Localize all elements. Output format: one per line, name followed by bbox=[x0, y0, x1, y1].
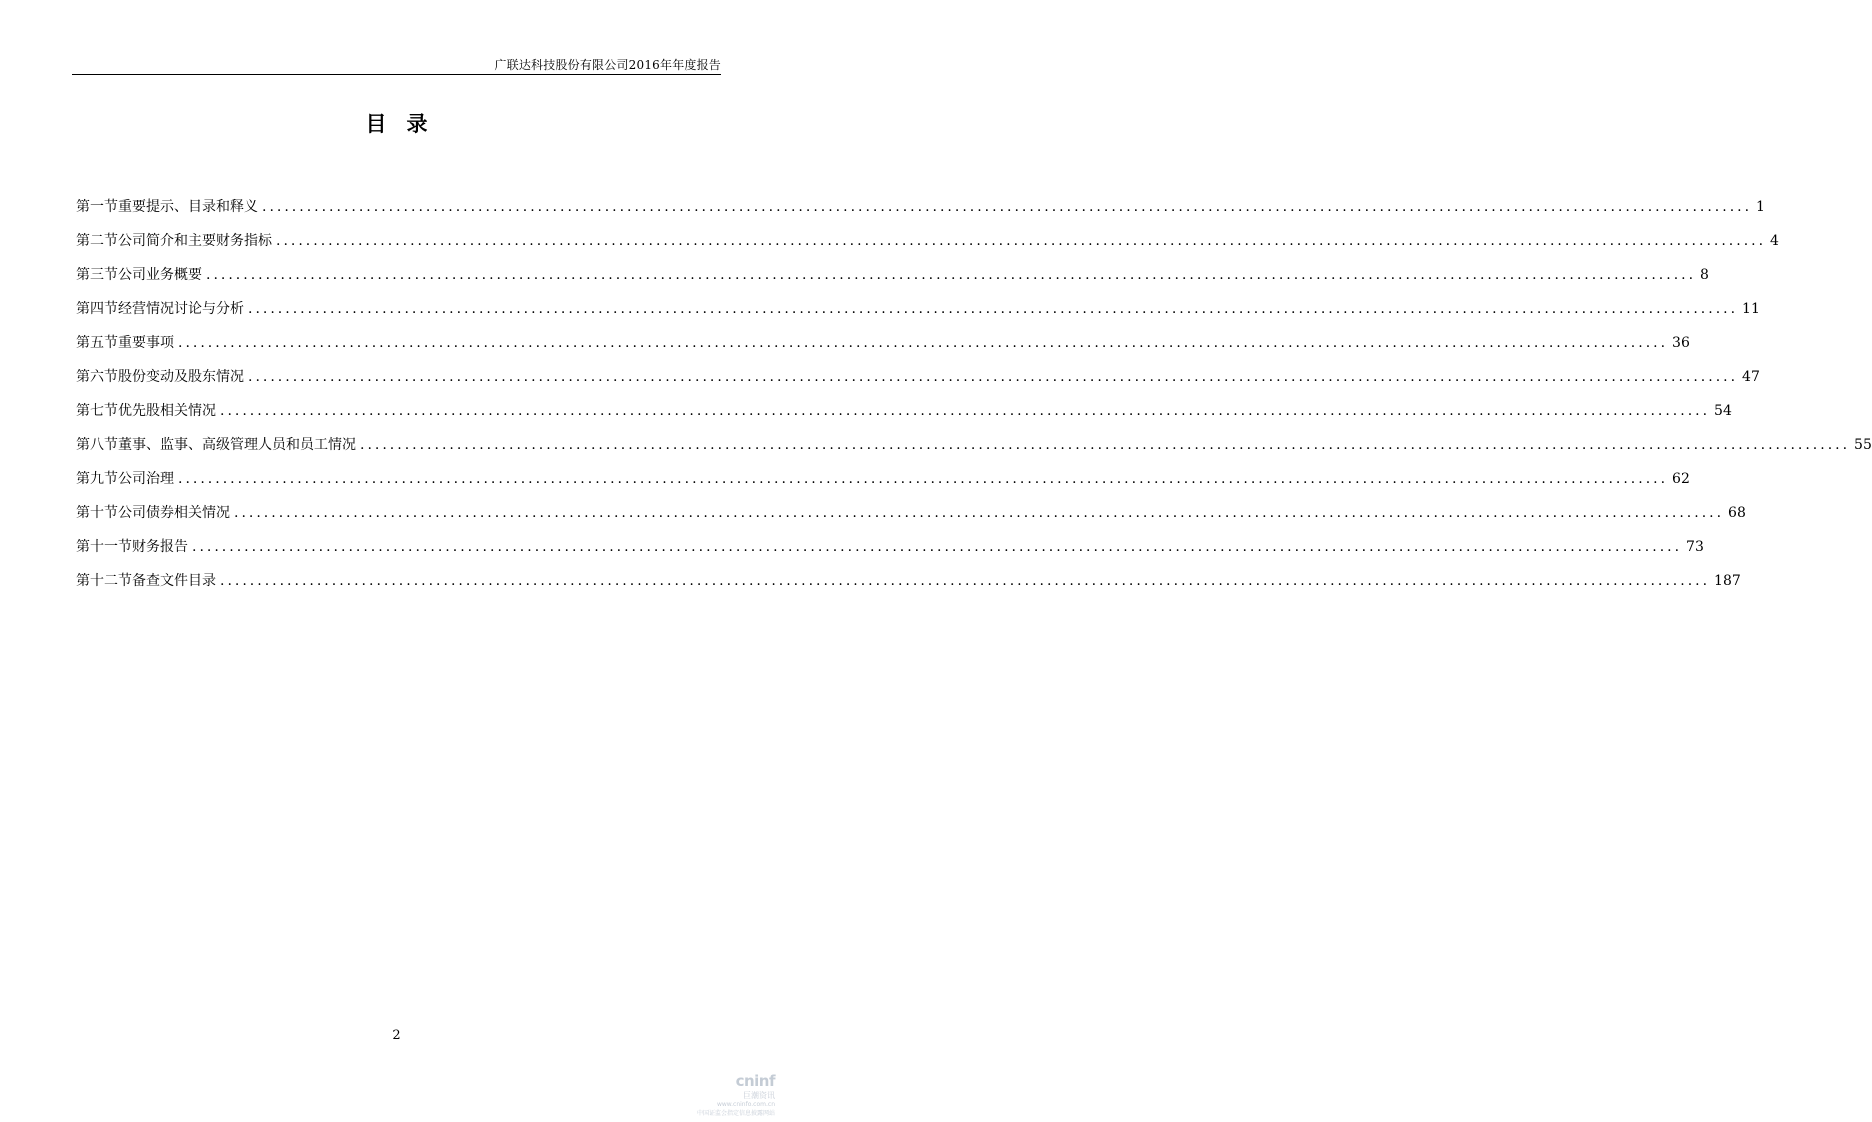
toc-section-title: 公司业务概要 bbox=[118, 267, 202, 283]
toc-leader-dots: ........................................................................................................................................................................................................ bbox=[192, 539, 1683, 555]
page-title: 目录 bbox=[365, 111, 448, 136]
toc-leader-dots: ........................................................................................................................................................................................................ bbox=[206, 267, 1697, 283]
toc-entry[interactable] bbox=[76, 264, 1709, 298]
toc-leader-dots: ........................................................................................................................................................................................................ bbox=[220, 403, 1711, 419]
toc-entry[interactable] bbox=[76, 434, 1872, 468]
toc-section-number: 第九节 bbox=[76, 471, 118, 487]
toc-entry[interactable] bbox=[76, 468, 1690, 502]
header-text: 广联达科技股份有限公司2016年年度报告 bbox=[494, 58, 721, 72]
toc-leader-dots: ........................................................................................................................................................................................................ bbox=[248, 301, 1739, 317]
toc-section-number: 第十一节 bbox=[76, 539, 132, 555]
toc-entry[interactable] bbox=[76, 570, 1741, 604]
watermark-logo: cninf bbox=[735, 1072, 775, 1090]
toc-entry[interactable] bbox=[76, 366, 1760, 400]
toc-page-number: 4 bbox=[1770, 233, 1779, 249]
toc-section-number: 第十二节 bbox=[76, 573, 132, 589]
toc-page-number: 36 bbox=[1672, 335, 1690, 351]
toc-section-number: 第五节 bbox=[76, 335, 118, 351]
toc-section-title: 董事、监事、高级管理人员和员工情况 bbox=[118, 437, 356, 453]
toc-page-number: 8 bbox=[1700, 267, 1709, 283]
toc-section-title: 重要提示、目录和释义 bbox=[118, 199, 258, 215]
toc-page-number: 54 bbox=[1714, 403, 1732, 419]
toc-section-number: 第二节 bbox=[76, 233, 118, 249]
toc-section-number: 第十节 bbox=[76, 505, 118, 521]
toc-section-number: 第六节 bbox=[76, 369, 118, 385]
toc-leader-dots: ........................................................................................................................................................................................................ bbox=[248, 369, 1739, 385]
toc-entry[interactable] bbox=[76, 400, 1732, 434]
toc-page-number: 187 bbox=[1714, 573, 1741, 589]
watermark-url: www.cninfo.com.cn bbox=[716, 1101, 775, 1108]
watermark-line: 中国证监会指定信息披露网站 bbox=[696, 1110, 775, 1117]
page-number: 2 bbox=[392, 1028, 401, 1043]
toc-leader-dots: ........................................................................................................................................................................................................ bbox=[262, 199, 1753, 215]
toc-section-number: 第四节 bbox=[76, 301, 118, 317]
toc-leader-dots: ........................................................................................................................................................................................................ bbox=[276, 233, 1767, 249]
toc-section-title: 股份变动及股东情况 bbox=[118, 369, 244, 385]
toc-page-number: 1 bbox=[1756, 199, 1765, 215]
toc-entry[interactable] bbox=[76, 332, 1690, 366]
toc-section-title: 公司治理 bbox=[118, 471, 174, 487]
toc-section-number: 第一节 bbox=[76, 199, 118, 215]
toc-page-number: 68 bbox=[1728, 505, 1746, 521]
toc-entry[interactable] bbox=[76, 298, 1760, 332]
toc-page-number: 47 bbox=[1742, 369, 1760, 385]
toc-section-title: 备查文件目录 bbox=[132, 573, 216, 589]
toc-leader-dots: ........................................................................................................................................................................................................ bbox=[220, 573, 1711, 589]
toc-leader-dots: ........................................................................................................................................................................................................ bbox=[234, 505, 1725, 521]
toc-section-number: 第七节 bbox=[76, 403, 118, 419]
toc-section-title: 优先股相关情况 bbox=[118, 403, 216, 419]
toc-section-title: 经营情况讨论与分析 bbox=[118, 301, 244, 317]
toc-section-number: 第八节 bbox=[76, 437, 118, 453]
toc-page-number: 73 bbox=[1686, 539, 1704, 555]
toc-page-number: 62 bbox=[1672, 471, 1690, 487]
toc-section-title: 重要事项 bbox=[118, 335, 174, 351]
toc-entry[interactable] bbox=[76, 502, 1746, 536]
toc-entry[interactable] bbox=[76, 196, 1765, 230]
toc-entry[interactable] bbox=[76, 536, 1704, 570]
toc-section-title: 公司简介和主要财务指标 bbox=[118, 233, 272, 249]
toc-page-number: 11 bbox=[1742, 301, 1760, 317]
toc-leader-dots: ........................................................................................................................................................................................................ bbox=[178, 335, 1669, 351]
toc-section-number: 第三节 bbox=[76, 267, 118, 283]
toc-leader-dots: ........................................................................................................................................................................................................ bbox=[178, 471, 1669, 487]
page-header bbox=[72, 50, 721, 75]
table-of-contents bbox=[76, 196, 1872, 604]
cninfo-logo-icon bbox=[675, 1072, 775, 1118]
toc-section-title: 财务报告 bbox=[132, 539, 188, 555]
toc-leader-dots: ........................................................................................................................................................................................................ bbox=[360, 437, 1851, 453]
toc-section-title: 公司债券相关情况 bbox=[118, 505, 230, 521]
watermark-sub: 巨潮资讯 bbox=[743, 1091, 775, 1100]
toc-page-number: 55 bbox=[1854, 437, 1872, 453]
toc-entry[interactable] bbox=[76, 230, 1779, 264]
